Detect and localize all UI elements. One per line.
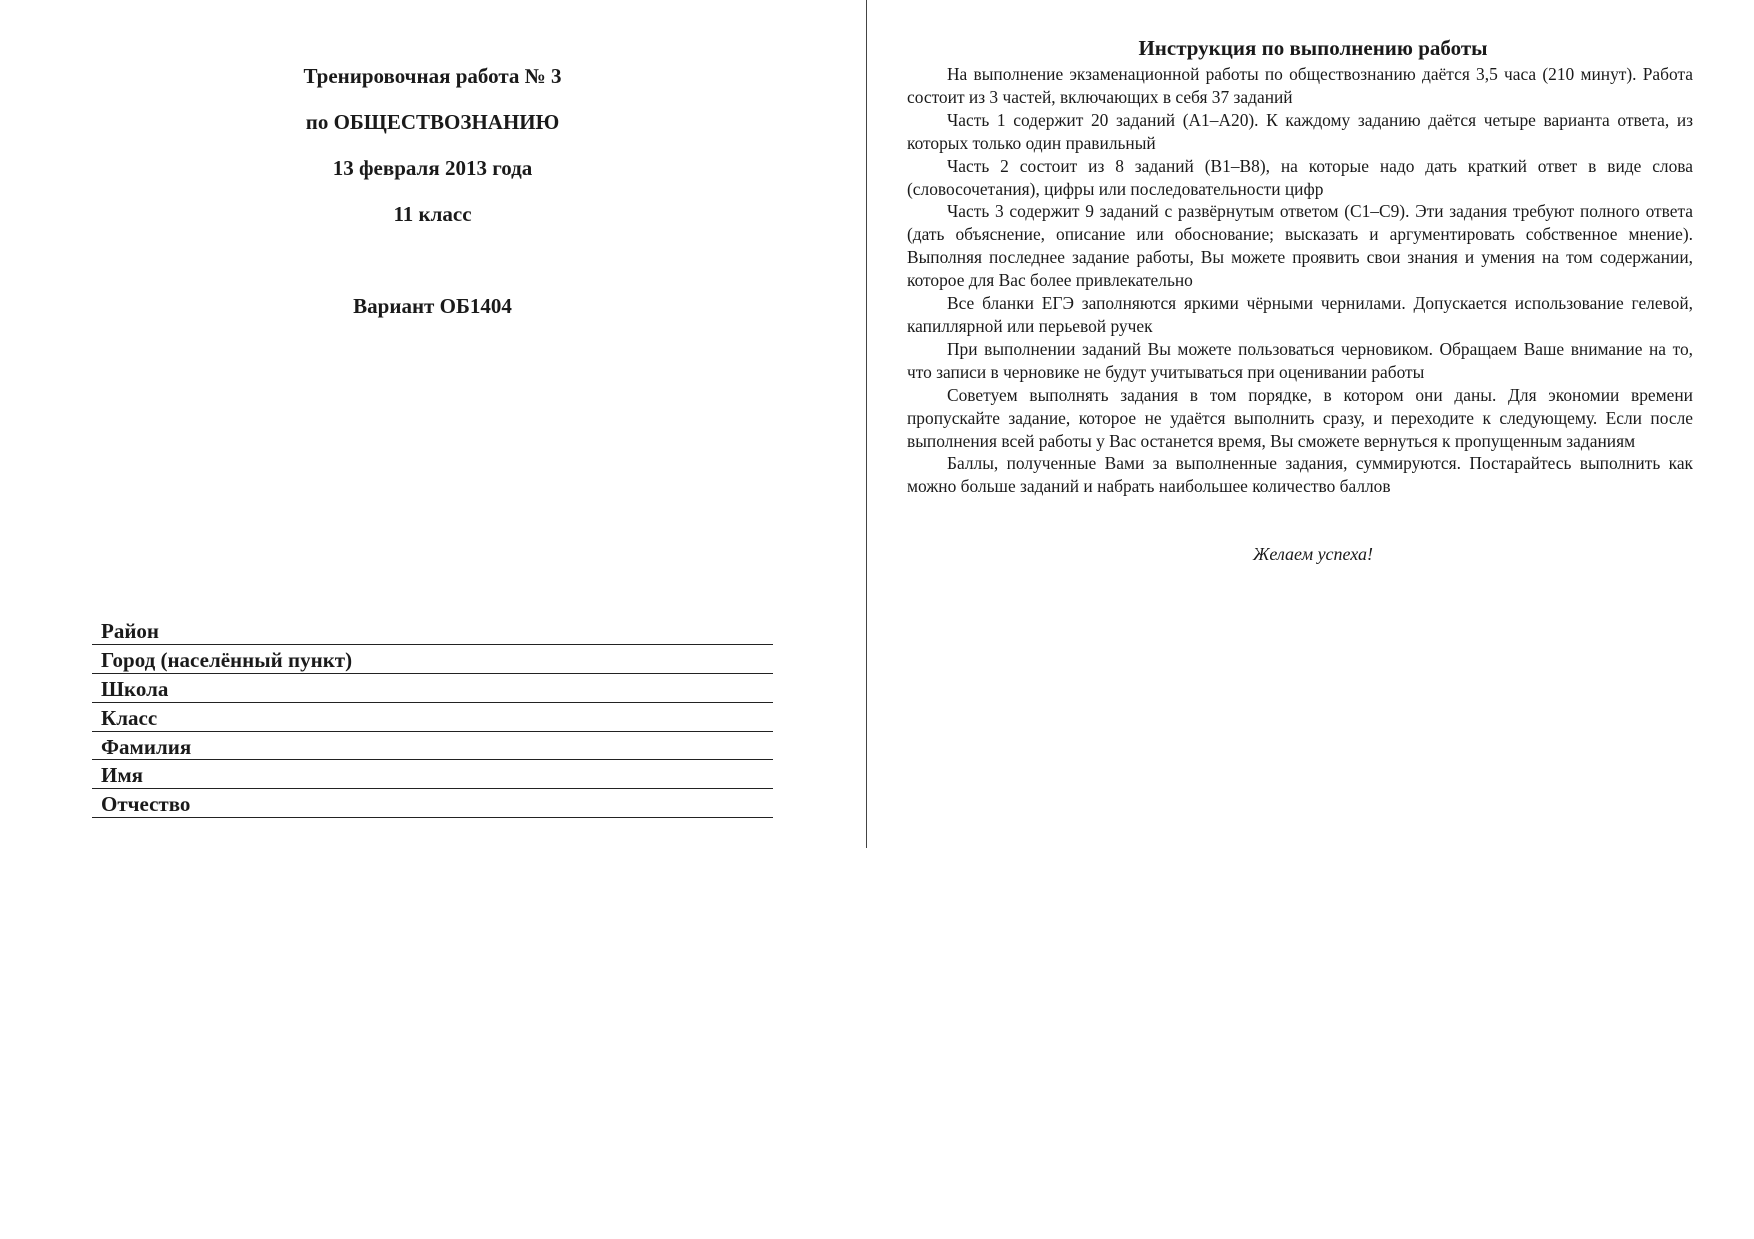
field-label: Город (населённый пункт) xyxy=(101,647,353,672)
instruction-paragraph: Часть 1 содержит 20 заданий (А1–А20). К каждому заданию даётся четыре варианта ответа, из которых только один правильный xyxy=(907,109,1693,153)
instruction-paragraph: Советуем выполнять задания в том порядке, в котором они даны. Для экономии времени пропускайте задание, которое не удаётся выполнить сразу, и переходите к следующему. Если после выполнения всей работы у Вас останется время, Вы сможете вернуться к пропущенным заданиям xyxy=(907,384,1693,451)
field-class[interactable] xyxy=(92,703,773,732)
field-label: Отчество xyxy=(101,792,191,817)
field-label: Имя xyxy=(101,763,143,788)
field-city[interactable] xyxy=(92,645,773,674)
grade-label: 11 класс xyxy=(393,202,472,226)
cover-page xyxy=(0,0,866,850)
exam-date: 13 февраля 2013 года xyxy=(332,156,533,180)
work-title: Тренировочная работа № 3 xyxy=(303,64,562,88)
closing-wish: Желаем успеха! xyxy=(1252,544,1374,564)
instruction-paragraph: Часть 3 содержит 9 заданий с развёрнутым ответом (С1–С9). Эти задания требуют полного ответа (дать объяснение, описание или обоснование; высказать и аргументировать собственное мнение). Выполняя последнее задание работы, Вы можете проявить свои знания и умения на том содержании, которое для Вас более привлекательно xyxy=(907,201,1693,291)
instructions-page xyxy=(867,0,1754,850)
subject-title: по ОБЩЕСТВОЗНАНИЮ xyxy=(305,110,560,134)
instruction-paragraph: При выполнении заданий Вы можете пользоваться черновиком. Обращаем Ваше внимание на то, что записи в черновике не будут учитываться при оценивании работы xyxy=(907,338,1693,382)
field-label: Фамилия xyxy=(101,734,192,759)
instructions-title: Инструкция по выполнению работы xyxy=(1138,36,1488,60)
field-name[interactable] xyxy=(92,760,773,789)
field-school[interactable] xyxy=(92,674,773,703)
instructions-body xyxy=(907,63,1693,498)
student-info-form xyxy=(92,616,773,818)
field-label: Школа xyxy=(101,676,169,701)
instruction-paragraph: На выполнение экзаменационной работы по обществознанию даётся 3,5 часа (210 минут). Работа состоит из 3 частей, включающих в себя 37 заданий xyxy=(907,64,1693,107)
field-surname[interactable] xyxy=(92,732,773,761)
instruction-paragraph: Баллы, полученные Вами за выполненные задания, суммируются. Постарайтесь выполнить как можно больше заданий и набрать наибольшее количество баллов xyxy=(907,453,1693,497)
instruction-paragraph: Часть 2 состоит из 8 заданий (В1–В8), на которые надо дать краткий ответ в виде слова (словосочетания), цифры или последовательности цифр xyxy=(907,155,1693,199)
instruction-paragraph: Все бланки ЕГЭ заполняются яркими чёрными чернилами. Допускается использование гелевой, капиллярной или перьевой ручек xyxy=(907,293,1693,336)
field-label: Район xyxy=(101,619,160,643)
field-patronymic[interactable] xyxy=(92,789,773,818)
field-district[interactable] xyxy=(92,616,773,645)
field-label: Класс xyxy=(101,705,158,730)
variant-label: Вариант ОБ1404 xyxy=(353,294,512,318)
